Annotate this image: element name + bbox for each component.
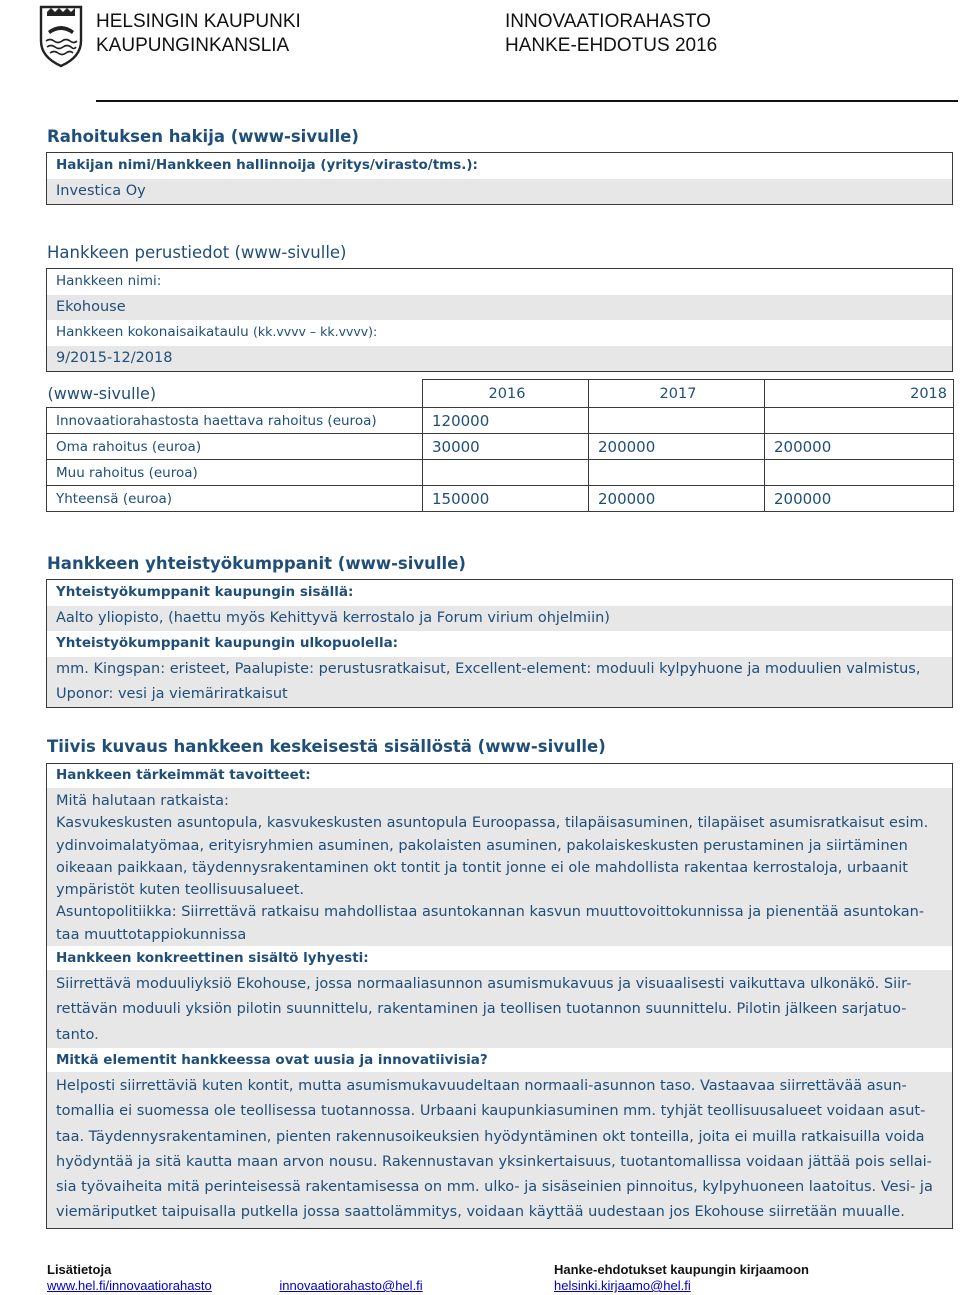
text-line: tanto.	[56, 1026, 99, 1043]
funding-row-total	[47, 486, 954, 512]
funding-row-label: Yhteensä (euroa)	[47, 486, 423, 512]
text-line: oikeaan paikkaan, täydennysrakentaminen okt tontit ja tontit jonne ei ole mahdollista rakentaa kerrostaloja, urbaanit	[56, 859, 908, 876]
applicant-box	[46, 152, 953, 205]
funding-cell[interactable]	[589, 408, 765, 434]
header-divider	[96, 100, 958, 102]
organization-name	[96, 10, 301, 58]
innovation-fund-email-link[interactable]: innovaatiorahasto@hel.fi	[279, 1278, 423, 1293]
summary-box	[46, 763, 953, 1229]
summary-section-title: Tiivis kuvaus hankkeen keskeisestä sisällöstä (www-sivulle)	[47, 737, 606, 756]
funding-header-label: (www-sivulle)	[47, 380, 423, 408]
text-line: rettävän moduuli yksiön pilotin suunnittelu, rakentaminen ja teollisen tuotannon suunnittelu. Pilotin jälkeen sarjatuo-	[56, 1001, 907, 1018]
text-line: Asuntopolitiikka: Siirrettävä ratkaisu mahdollistaa asuntokannan kasvun muuttovoittokunnissa ja pienentää asuntokan-	[56, 904, 925, 921]
text-line: tomallia ei suomessa ole teollisessa tuotannossa. Urbaani kaupunkiasuminen mm. tyhjät teollisuusalueet voidaan asut-	[56, 1103, 926, 1120]
goals-field[interactable]	[47, 788, 952, 946]
text-line: Kasvukeskusten asuntopula, kasvukeskusten asuntopula Euroopassa, tilapäisasuminen, tilapäiset asumisratkaisut esim.	[56, 815, 929, 832]
schedule-label	[47, 320, 952, 346]
funding-cell[interactable]: 200000	[765, 486, 954, 512]
funding-cell[interactable]: 120000	[423, 408, 589, 434]
text-line: viemäriputket taipuisalla putkella jossa saattolämmitys, voidaan käyttää uudestaan jos Ekohouse siirretään muualle.	[56, 1204, 905, 1221]
text-line: mm. Kingspan: eristeet, Paalupiste: perustusratkaisut, Excellent-element: moduuli kylpyhuone ja moduulien valmistus,	[56, 661, 921, 677]
funding-cell[interactable]	[589, 460, 765, 486]
year-2018: 2018	[765, 380, 954, 408]
text-line: Siirrettävä moduuliyksiö Ekohouse, jossa normaaliasunnon asumismukavuus ja visuaalisesti vaikuttava ulkonäkö. Siir-	[56, 976, 912, 993]
project-name-field[interactable]: Ekohouse	[47, 295, 952, 320]
footer-info-heading: Lisätietoja	[47, 1262, 112, 1277]
program-line-2: HANKE-EHDOTUS 2016	[505, 35, 718, 56]
innovation-label: Mitkä elementit hankkeessa ovat uusia ja innovatiivisia?	[56, 1051, 488, 1068]
funding-cell[interactable]	[765, 460, 954, 486]
internal-partners-field[interactable]: Aalto yliopisto, (haettu myös Kehittyvä kerrostalo ja Forum virium ohjelmiin)	[47, 606, 952, 631]
funding-header-row	[47, 380, 954, 408]
program-title	[505, 10, 717, 58]
content-label: Hankkeen konkreettinen sisältö lyhyesti:	[56, 950, 369, 967]
org-line-2: KAUPUNGINKANSLIA	[96, 35, 290, 56]
text-line: hyödyntää ja sitä kautta maan arvon nousu. Rakennustavan yksinkertaisuus, tuotantomallissa voidaan jättää pois sellai-	[56, 1153, 932, 1170]
text-line: Mitä halutaan ratkaista:	[56, 793, 229, 809]
year-2016: 2016	[423, 380, 589, 408]
text-line: Uponor: vesi ja viemäriratkaisut	[56, 686, 288, 702]
text-line: Helposti siirrettäviä kuten kontit, mutta asumismukavuudeltaan normaali-asunnon taso. Vastaavaa siirrettävää asun-	[56, 1077, 907, 1094]
funding-row-own	[47, 434, 954, 460]
basics-box	[46, 268, 953, 372]
basics-section-title: Hankkeen perustiedot (www-sivulle)	[47, 243, 347, 262]
innovation-field[interactable]	[47, 1072, 952, 1228]
external-partners-label: Yhteistyökumppanit kaupungin ulkopuolella:	[56, 635, 399, 651]
funding-table	[46, 379, 954, 512]
registry-email-link[interactable]: helsinki.kirjaamo@hel.fi	[554, 1278, 691, 1293]
text-line: taa. Täydennysrakentaminen, pienten rakennusoikeuksien hyödyntäminen okt tonteilla, joita ei muilla ratkaisuilla voida	[56, 1128, 925, 1145]
partners-section-title: Hankkeen yhteistyökumppanit (www-sivulle)	[47, 554, 466, 573]
funding-cell[interactable]: 150000	[423, 486, 589, 512]
partners-box	[46, 579, 953, 708]
funding-row-innovation-fund	[47, 408, 954, 434]
innovation-fund-website-link[interactable]: www.hel.fi/innovaatiorahasto	[47, 1278, 212, 1293]
content-field[interactable]	[47, 970, 952, 1048]
footer-submit-heading: Hanke-ehdotukset kaupungin kirjaamoon	[554, 1262, 809, 1277]
text-line: ydinvoimalatyömaa, erityisryhmien asuminen, pakolaisten asuminen, pakolaiskeskusten perustaminen ja siirtäminen	[56, 837, 908, 854]
year-2017: 2017	[589, 380, 765, 408]
funding-row-label: Innovaatiorahastosta haettava rahoitus (euroa)	[47, 408, 423, 434]
program-line-1: INNOVAATIORAHASTO	[505, 11, 711, 32]
internal-partners-label: Yhteistyökumppanit kaupungin sisällä:	[56, 584, 354, 600]
funding-row-label: Oma rahoitus (euroa)	[47, 434, 423, 460]
footer-info	[47, 1262, 423, 1294]
applicant-name-label: Hakijan nimi/Hankkeen hallinnoija (yritys/virasto/tms.):	[56, 157, 478, 173]
funding-cell[interactable]	[765, 408, 954, 434]
funding-cell[interactable]	[423, 460, 589, 486]
schedule-field[interactable]: 9/2015-12/2018	[47, 346, 952, 371]
project-name-label: Hankkeen nimi:	[56, 273, 162, 289]
text-line: ympäristöt kuten teollisuusalueet.	[56, 882, 305, 899]
funding-cell[interactable]: 30000	[423, 434, 589, 460]
funding-cell[interactable]: 200000	[765, 434, 954, 460]
applicant-section-title: Rahoituksen hakija (www-sivulle)	[47, 127, 359, 146]
external-partners-field[interactable]	[47, 657, 952, 707]
funding-cell[interactable]: 200000	[589, 434, 765, 460]
text-line: sia työvaiheita mitä perinteisessä rakentamisessa on mm. ulko- ja sisäseinien pinnoitus, kylpyhuoneen laatoitus. Vesi- ja	[56, 1179, 933, 1196]
text-line: taa muuttotappiokunnissa	[56, 926, 247, 943]
schedule-label-text: Hankkeen kokonaisaikataulu	[56, 324, 249, 340]
applicant-name-field[interactable]: Investica Oy	[47, 179, 952, 204]
goals-label: Hankkeen tärkeimmät tavoitteet:	[56, 767, 311, 783]
org-line-1: HELSINGIN KAUPUNKI	[96, 11, 301, 32]
funding-cell[interactable]: 200000	[589, 486, 765, 512]
funding-row-label: Muu rahoitus (euroa)	[47, 460, 423, 486]
helsinki-crest-logo	[38, 3, 84, 69]
schedule-label-hint: (kk.vvvv – kk.vvvv):	[253, 324, 378, 339]
funding-row-other	[47, 460, 954, 486]
footer-submit	[554, 1262, 809, 1294]
